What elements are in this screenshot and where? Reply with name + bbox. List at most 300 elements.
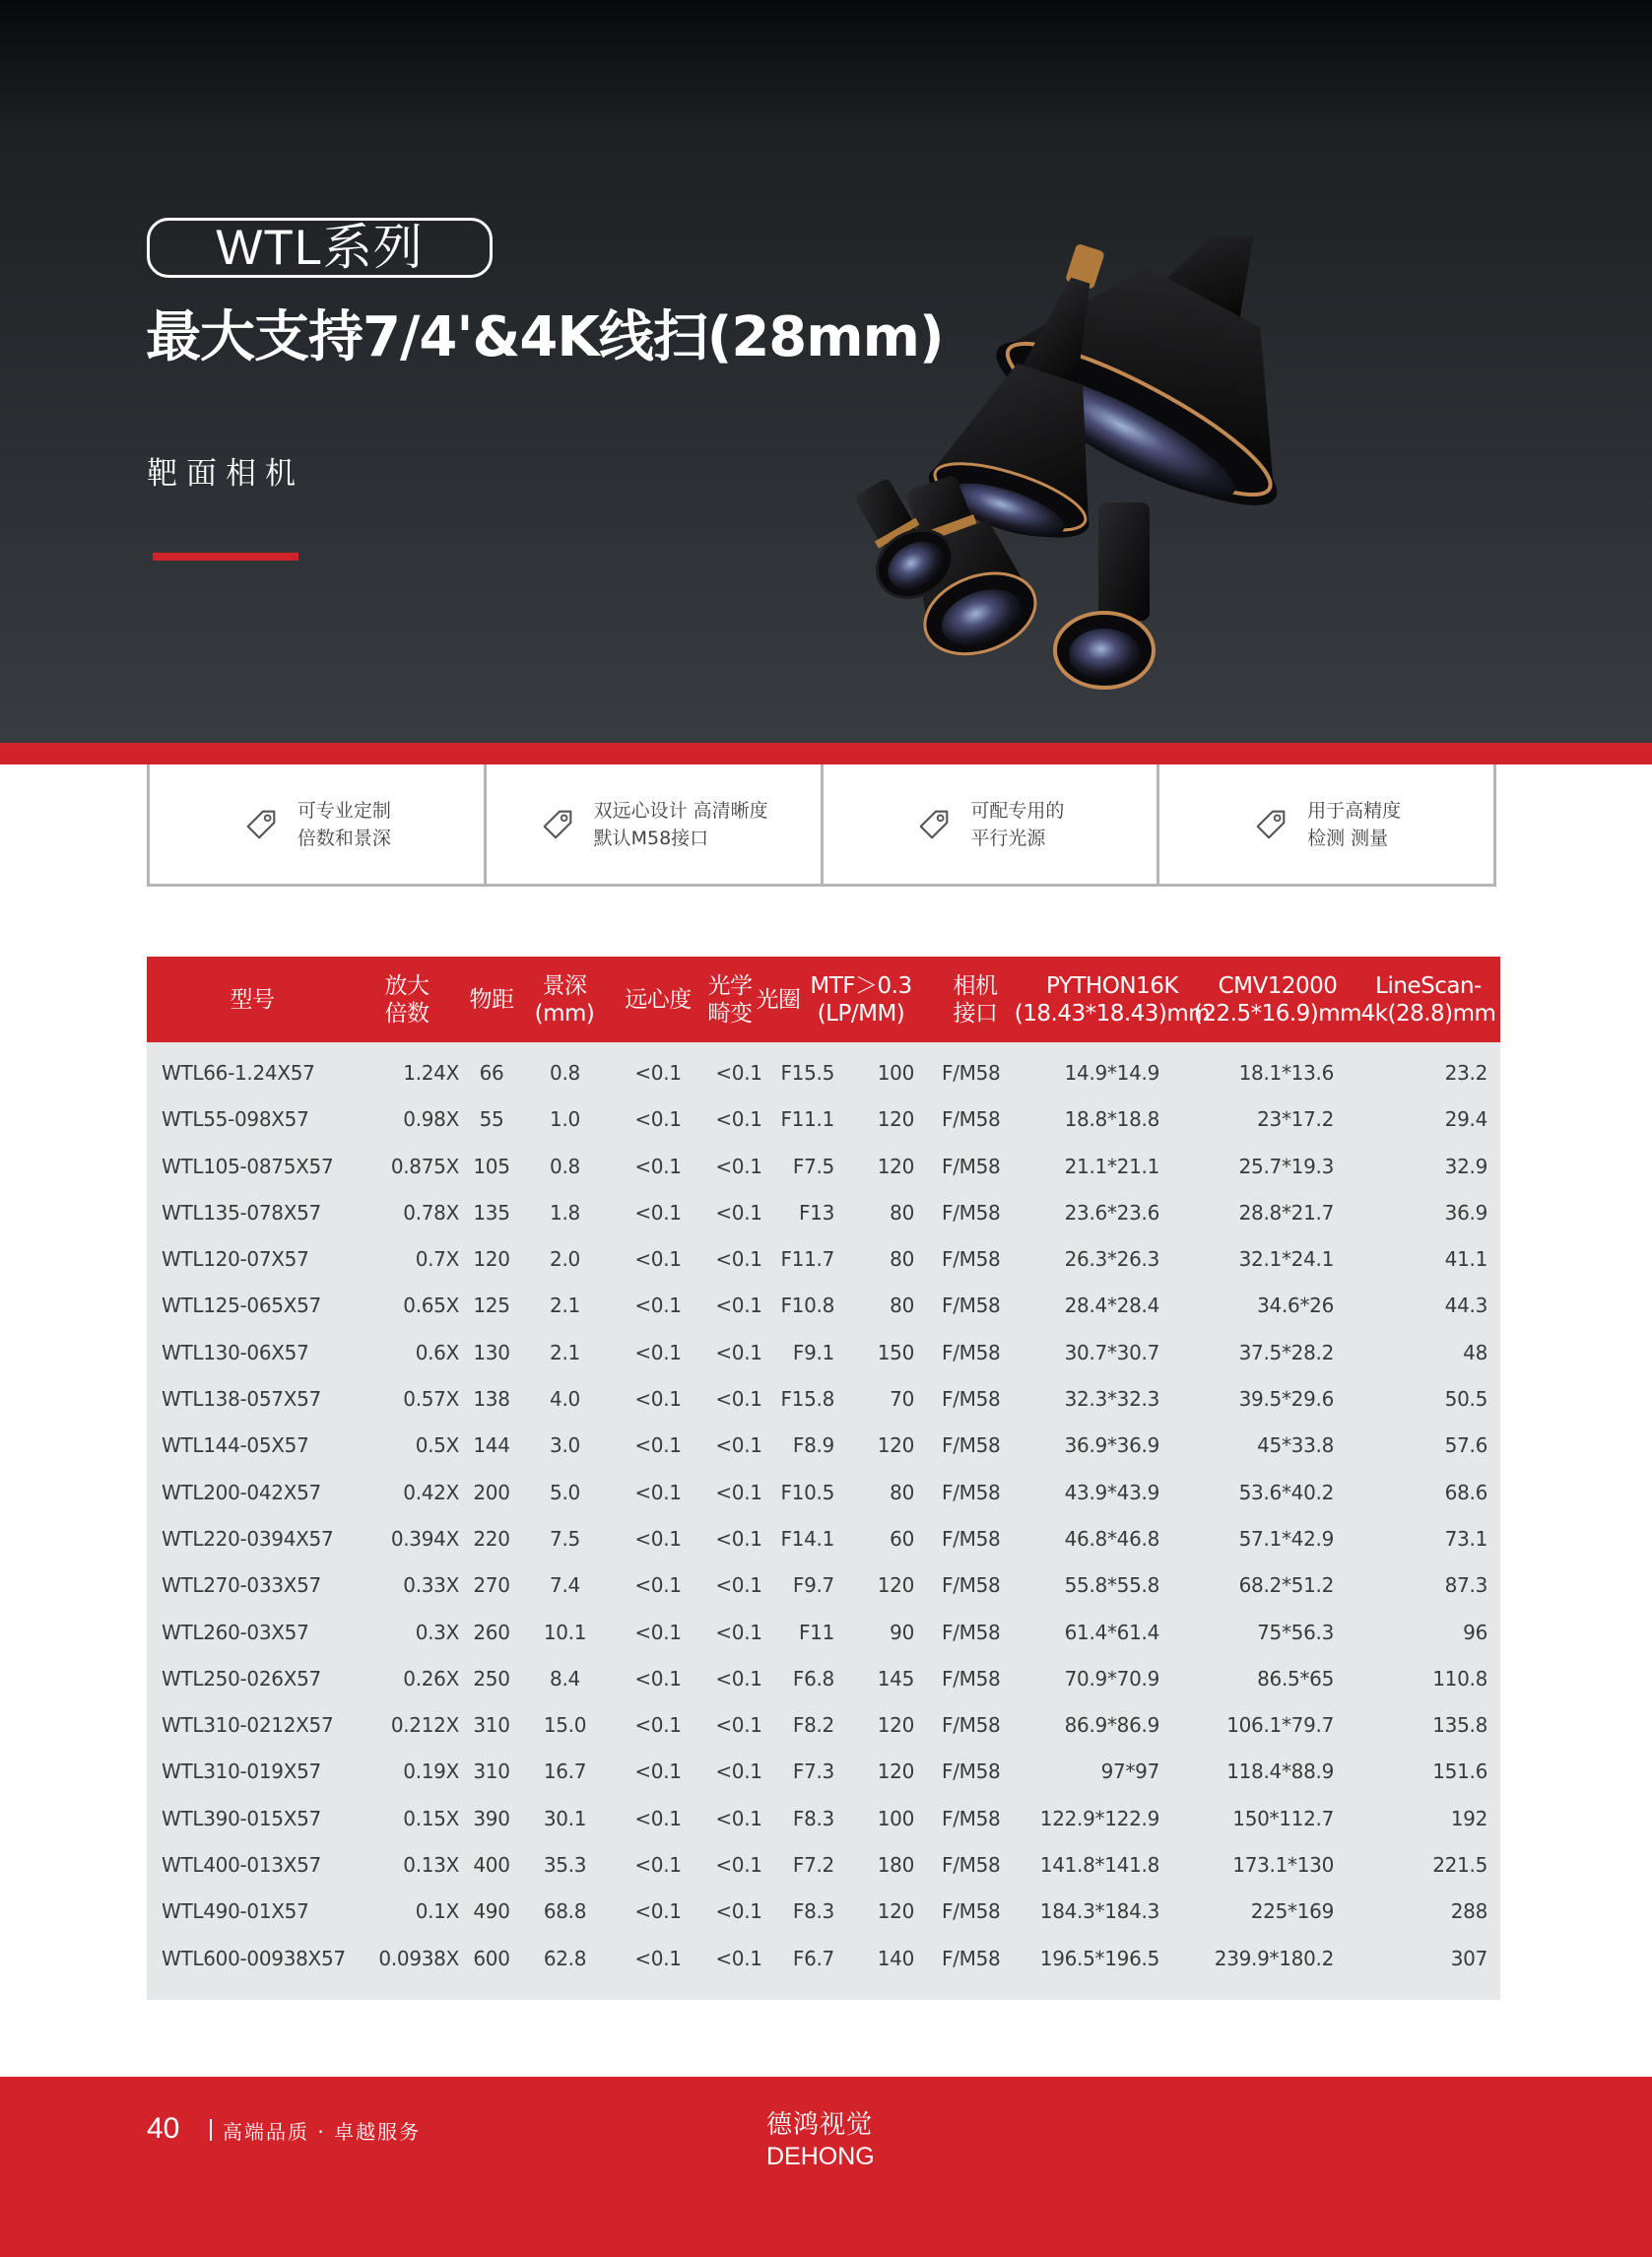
table-row <box>147 1144 1500 1190</box>
cell-mtf: 140 <box>877 1946 914 1970</box>
cell-mtf: 80 <box>890 1247 914 1272</box>
cell-telecentricity: <0.1 <box>634 1061 682 1085</box>
cell-aperture: F10.5 <box>780 1480 834 1504</box>
cell-distortion: <0.1 <box>715 1433 762 1458</box>
cell-model: WTL390-015X57 <box>162 1806 321 1830</box>
cell-working-distance: 250 <box>473 1666 510 1691</box>
cell-linescan-4k: 57.6 <box>1444 1433 1487 1458</box>
cell-depth-of-field: 8.4 <box>550 1666 580 1691</box>
cell-mtf: 120 <box>877 1573 914 1598</box>
cell-camera-mount: F/M58 <box>942 1107 1001 1132</box>
cell-depth-of-field: 0.8 <box>550 1061 580 1085</box>
cell-magnification: 1.24X <box>403 1061 459 1085</box>
cell-depth-of-field: 2.1 <box>550 1340 580 1364</box>
table-row <box>147 1656 1500 1702</box>
feature-text-line: 可专业定制 <box>297 799 391 822</box>
footer-slogan: 高端品质 · 卓越服务 <box>223 2120 422 2144</box>
cell-aperture: F11.7 <box>780 1247 834 1272</box>
cell-python16k: 23.6*23.6 <box>1064 1200 1159 1225</box>
cell-telecentricity: <0.1 <box>634 1526 682 1551</box>
cell-distortion: <0.1 <box>715 1853 762 1878</box>
cell-linescan-4k: 96 <box>1463 1620 1487 1644</box>
cell-depth-of-field: 62.8 <box>543 1946 587 1970</box>
cell-depth-of-field: 15.0 <box>543 1713 587 1738</box>
cell-aperture: F8.3 <box>792 1806 834 1830</box>
cell-telecentricity: <0.1 <box>634 1387 682 1412</box>
table-row <box>147 1516 1500 1562</box>
cell-working-distance: 125 <box>473 1294 510 1318</box>
column-header-line: 放大 <box>384 972 430 999</box>
cell-linescan-4k: 41.1 <box>1444 1247 1487 1272</box>
cell-cmv12000: 118.4*88.9 <box>1226 1759 1334 1784</box>
cell-working-distance: 600 <box>473 1946 510 1970</box>
cell-camera-mount: F/M58 <box>942 1061 1001 1085</box>
cell-aperture: F7.3 <box>792 1759 834 1784</box>
cell-distortion: <0.1 <box>715 1107 762 1132</box>
hero-banner <box>0 0 1652 743</box>
cell-cmv12000: 39.5*29.6 <box>1238 1387 1334 1412</box>
cell-working-distance: 400 <box>473 1853 510 1878</box>
column-header-line: 远心度 <box>625 986 692 1013</box>
cell-aperture: F15.8 <box>780 1387 834 1412</box>
cell-magnification: 0.33X <box>403 1573 459 1598</box>
cell-linescan-4k: 50.5 <box>1444 1387 1487 1412</box>
cell-telecentricity: <0.1 <box>634 1154 682 1178</box>
page-number: 40 <box>147 2112 180 2145</box>
table-row <box>147 1749 1500 1795</box>
cell-telecentricity: <0.1 <box>634 1853 682 1878</box>
cell-mtf: 120 <box>877 1433 914 1458</box>
feature-strip <box>147 764 1496 887</box>
cell-camera-mount: F/M58 <box>942 1433 1001 1458</box>
column-header-aperture <box>750 957 807 1042</box>
table-row <box>147 1470 1500 1516</box>
column-header-depth-of-field <box>523 957 606 1042</box>
cell-model: WTL310-019X57 <box>162 1759 321 1784</box>
table-body <box>147 1042 1500 1982</box>
cell-model: WTL120-07X57 <box>162 1247 309 1272</box>
cell-python16k: 70.9*70.9 <box>1064 1666 1159 1691</box>
cell-working-distance: 260 <box>473 1620 510 1644</box>
cell-model: WTL130-06X57 <box>162 1340 309 1364</box>
cell-telecentricity: <0.1 <box>634 1806 682 1830</box>
feature-text-line: 检测 测量 <box>1307 827 1389 849</box>
feature-item <box>1159 764 1493 884</box>
cell-depth-of-field: 4.0 <box>550 1387 580 1412</box>
column-header-model <box>147 957 358 1042</box>
cell-working-distance: 310 <box>473 1713 510 1738</box>
cell-working-distance: 120 <box>473 1247 510 1272</box>
cell-aperture: F6.7 <box>792 1946 834 1970</box>
cell-aperture: F6.8 <box>792 1666 834 1691</box>
cell-depth-of-field: 1.0 <box>550 1107 580 1132</box>
cell-depth-of-field: 7.5 <box>550 1526 580 1551</box>
column-header-line: 光学 <box>707 972 753 999</box>
cell-mtf: 90 <box>890 1620 914 1644</box>
column-header-line: LineScan- <box>1375 972 1482 999</box>
cell-cmv12000: 34.6*26 <box>1257 1294 1334 1318</box>
cell-model: WTL220-0394X57 <box>162 1526 334 1551</box>
cell-magnification: 0.13X <box>403 1853 459 1878</box>
cell-python16k: 196.5*196.5 <box>1039 1946 1159 1970</box>
cell-distortion: <0.1 <box>715 1620 762 1644</box>
cell-camera-mount: F/M58 <box>942 1853 1001 1878</box>
cell-model: WTL310-0212X57 <box>162 1713 334 1738</box>
cell-cmv12000: 150*112.7 <box>1232 1806 1334 1830</box>
cell-depth-of-field: 2.0 <box>550 1247 580 1272</box>
cell-linescan-4k: 48 <box>1463 1340 1487 1364</box>
cell-linescan-4k: 44.3 <box>1444 1294 1487 1318</box>
column-header-line: (mm) <box>534 1000 595 1027</box>
cell-camera-mount: F/M58 <box>942 1899 1001 1924</box>
cell-python16k: 30.7*30.7 <box>1064 1340 1159 1364</box>
cell-cmv12000: 173.1*130 <box>1232 1853 1334 1878</box>
cell-magnification: 0.0938X <box>378 1946 459 1970</box>
cell-working-distance: 55 <box>479 1107 504 1132</box>
cell-magnification: 0.212X <box>390 1713 459 1738</box>
cell-mtf: 120 <box>877 1899 914 1924</box>
cell-aperture: F8.2 <box>792 1713 834 1738</box>
cell-mtf: 150 <box>877 1340 914 1364</box>
cell-linescan-4k: 87.3 <box>1444 1573 1487 1598</box>
footer <box>0 2077 1652 2257</box>
feature-item <box>150 764 487 884</box>
page-title: 最大支持7/4'&4K线扫(28mm) <box>146 305 944 369</box>
cell-distortion: <0.1 <box>715 1713 762 1738</box>
cell-working-distance: 138 <box>473 1387 510 1412</box>
cell-cmv12000: 32.1*24.1 <box>1238 1247 1334 1272</box>
column-header-line: CMV12000 <box>1218 972 1338 999</box>
cell-aperture: F14.1 <box>780 1526 834 1551</box>
cell-python16k: 26.3*26.3 <box>1064 1247 1159 1272</box>
cell-linescan-4k: 307 <box>1450 1946 1487 1970</box>
table-row <box>147 1423 1500 1469</box>
cell-model: WTL135-078X57 <box>162 1200 321 1225</box>
cell-telecentricity: <0.1 <box>634 1433 682 1458</box>
cell-aperture: F10.8 <box>780 1294 834 1318</box>
cell-aperture: F9.7 <box>792 1573 834 1598</box>
cell-depth-of-field: 35.3 <box>543 1853 587 1878</box>
cell-model: WTL250-026X57 <box>162 1666 321 1691</box>
cell-distortion: <0.1 <box>715 1294 762 1318</box>
cell-cmv12000: 75*56.3 <box>1257 1620 1334 1644</box>
cell-magnification: 0.98X <box>403 1107 459 1132</box>
cell-mtf: 70 <box>890 1387 914 1412</box>
column-header-line: 物距 <box>469 986 514 1013</box>
cell-linescan-4k: 221.5 <box>1432 1853 1487 1878</box>
column-header-working-distance <box>460 957 523 1042</box>
table-row <box>147 1610 1500 1656</box>
feature-item <box>487 764 824 884</box>
cell-telecentricity: <0.1 <box>634 1247 682 1272</box>
feature-text-line: 双远心设计 高清晰度 <box>593 799 768 822</box>
cell-camera-mount: F/M58 <box>942 1806 1001 1830</box>
cell-depth-of-field: 7.4 <box>550 1573 580 1598</box>
cell-python16k: 28.4*28.4 <box>1064 1294 1159 1318</box>
cell-distortion: <0.1 <box>715 1340 762 1364</box>
cell-working-distance: 135 <box>473 1200 510 1225</box>
cell-model: WTL600-00938X57 <box>162 1946 346 1970</box>
page-subtitle: 靶面相机 <box>147 456 304 492</box>
cell-magnification: 0.15X <box>403 1806 459 1830</box>
cell-working-distance: 390 <box>473 1806 510 1830</box>
cell-cmv12000: 45*33.8 <box>1257 1433 1334 1458</box>
cell-python16k: 14.9*14.9 <box>1064 1061 1159 1085</box>
cell-distortion: <0.1 <box>715 1247 762 1272</box>
column-header-camera-mount <box>949 957 1002 1042</box>
cell-linescan-4k: 29.4 <box>1444 1107 1487 1132</box>
cell-camera-mount: F/M58 <box>942 1387 1001 1412</box>
table-row <box>147 1842 1500 1889</box>
cell-working-distance: 105 <box>473 1154 510 1178</box>
cell-camera-mount: F/M58 <box>942 1759 1001 1784</box>
cell-depth-of-field: 16.7 <box>543 1759 587 1784</box>
column-header-line: 接口 <box>953 1000 998 1027</box>
cell-magnification: 0.19X <box>403 1759 459 1784</box>
cell-working-distance: 66 <box>479 1061 504 1085</box>
cell-cmv12000: 23*17.2 <box>1257 1107 1334 1132</box>
cell-camera-mount: F/M58 <box>942 1713 1001 1738</box>
cell-telecentricity: <0.1 <box>634 1899 682 1924</box>
cell-magnification: 0.78X <box>403 1200 459 1225</box>
cell-aperture: F7.2 <box>792 1853 834 1878</box>
cell-distortion: <0.1 <box>715 1154 762 1178</box>
cell-telecentricity: <0.1 <box>634 1666 682 1691</box>
cell-python16k: 55.8*55.8 <box>1064 1573 1159 1598</box>
column-header-line: (LP/MM) <box>817 1000 905 1027</box>
cell-aperture: F8.3 <box>792 1899 834 1924</box>
cell-python16k: 122.9*122.9 <box>1039 1806 1159 1830</box>
cell-cmv12000: 86.5*65 <box>1257 1666 1334 1691</box>
accent-bar <box>153 553 298 561</box>
column-header-line: 倍数 <box>384 1000 430 1027</box>
cell-linescan-4k: 68.6 <box>1444 1480 1487 1504</box>
cell-camera-mount: F/M58 <box>942 1573 1001 1598</box>
table-row <box>147 1889 1500 1935</box>
cell-camera-mount: F/M58 <box>942 1480 1001 1504</box>
cell-working-distance: 130 <box>473 1340 510 1364</box>
cell-aperture: F15.5 <box>780 1061 834 1085</box>
tag-icon <box>242 806 280 843</box>
cell-distortion: <0.1 <box>715 1946 762 1970</box>
cell-magnification: 0.5X <box>415 1433 459 1458</box>
tag-icon <box>915 806 953 843</box>
cell-telecentricity: <0.1 <box>634 1294 682 1318</box>
cell-depth-of-field: 3.0 <box>550 1433 580 1458</box>
table-row <box>147 1562 1500 1609</box>
cell-model: WTL105-0875X57 <box>162 1154 334 1178</box>
table-row <box>147 1376 1500 1423</box>
cell-linescan-4k: 288 <box>1450 1899 1487 1924</box>
cell-camera-mount: F/M58 <box>942 1946 1001 1970</box>
cell-python16k: 32.3*32.3 <box>1064 1387 1159 1412</box>
column-header-python16k <box>1014 957 1211 1042</box>
cell-distortion: <0.1 <box>715 1899 762 1924</box>
cell-model: WTL490-01X57 <box>162 1899 309 1924</box>
column-header-line: PYTHON16K <box>1046 972 1178 999</box>
column-header-line: 畸变 <box>707 1000 753 1027</box>
table-row <box>147 1236 1500 1283</box>
cell-distortion: <0.1 <box>715 1666 762 1691</box>
cell-depth-of-field: 68.8 <box>543 1899 587 1924</box>
cell-linescan-4k: 135.8 <box>1432 1713 1487 1738</box>
cell-depth-of-field: 30.1 <box>543 1806 587 1830</box>
cell-mtf: 180 <box>877 1853 914 1878</box>
cell-aperture: F11.1 <box>780 1107 834 1132</box>
cell-cmv12000: 53.6*40.2 <box>1238 1480 1334 1504</box>
cell-mtf: 120 <box>877 1713 914 1738</box>
cell-aperture: F11 <box>798 1620 834 1644</box>
table-row <box>147 1702 1500 1749</box>
feature-text-line: 可配专用的 <box>970 799 1065 822</box>
cell-telecentricity: <0.1 <box>634 1759 682 1784</box>
cell-mtf: 100 <box>877 1806 914 1830</box>
column-header-line: 相机 <box>953 972 998 999</box>
cell-distortion: <0.1 <box>715 1573 762 1598</box>
cell-magnification: 0.7X <box>415 1247 459 1272</box>
table-header <box>147 957 1500 1042</box>
cell-model: WTL270-033X57 <box>162 1573 321 1598</box>
brand-name-en: DEHONG <box>766 2143 875 2170</box>
cell-cmv12000: 239.9*180.2 <box>1214 1946 1334 1970</box>
cell-working-distance: 270 <box>473 1573 510 1598</box>
table-row <box>147 1096 1500 1143</box>
cell-working-distance: 490 <box>473 1899 510 1924</box>
cell-mtf: 80 <box>890 1480 914 1504</box>
cell-aperture: F8.9 <box>792 1433 834 1458</box>
cell-aperture: F7.5 <box>792 1154 834 1178</box>
cell-telecentricity: <0.1 <box>634 1107 682 1132</box>
column-header-line: (22.5*16.9)mm <box>1193 1000 1362 1027</box>
cell-magnification: 0.394X <box>390 1526 459 1551</box>
cell-telecentricity: <0.1 <box>634 1620 682 1644</box>
cell-cmv12000: 18.1*13.6 <box>1238 1061 1334 1085</box>
tag-icon <box>1252 806 1289 843</box>
cell-model: WTL66-1.24X57 <box>162 1061 315 1085</box>
cell-telecentricity: <0.1 <box>634 1480 682 1504</box>
cell-camera-mount: F/M58 <box>942 1340 1001 1364</box>
cell-magnification: 0.1X <box>415 1899 459 1924</box>
cell-cmv12000: 225*169 <box>1250 1899 1334 1924</box>
cell-camera-mount: F/M58 <box>942 1200 1001 1225</box>
table-row <box>147 1330 1500 1376</box>
cell-distortion: <0.1 <box>715 1759 762 1784</box>
cell-python16k: 61.4*61.4 <box>1064 1620 1159 1644</box>
column-header-cmv12000 <box>1193 957 1362 1042</box>
cell-distortion: <0.1 <box>715 1480 762 1504</box>
cell-cmv12000: 25.7*19.3 <box>1238 1154 1334 1178</box>
cell-mtf: 120 <box>877 1154 914 1178</box>
cell-model: WTL125-065X57 <box>162 1294 321 1318</box>
cell-mtf: 80 <box>890 1200 914 1225</box>
cell-telecentricity: <0.1 <box>634 1340 682 1364</box>
cell-depth-of-field: 1.8 <box>550 1200 580 1225</box>
cell-working-distance: 144 <box>473 1433 510 1458</box>
lens-product-image <box>857 236 1507 699</box>
cell-depth-of-field: 0.8 <box>550 1154 580 1178</box>
cell-distortion: <0.1 <box>715 1061 762 1085</box>
cell-python16k: 97*97 <box>1100 1759 1159 1784</box>
cell-cmv12000: 68.2*51.2 <box>1238 1573 1334 1598</box>
footer-divider <box>210 2119 212 2141</box>
cell-linescan-4k: 192 <box>1450 1806 1487 1830</box>
cell-working-distance: 310 <box>473 1759 510 1784</box>
cell-telecentricity: <0.1 <box>634 1573 682 1598</box>
column-header-line: 景深 <box>542 972 587 999</box>
cell-python16k: 46.8*46.8 <box>1064 1526 1159 1551</box>
table-row <box>147 1050 1500 1096</box>
cell-depth-of-field: 5.0 <box>550 1480 580 1504</box>
column-header-line: 光圈 <box>756 986 801 1013</box>
brand-name-cn: 德鸿视觉 <box>766 2110 874 2140</box>
cell-magnification: 0.57X <box>403 1387 459 1412</box>
cell-cmv12000: 37.5*28.2 <box>1238 1340 1334 1364</box>
column-header-distortion <box>707 957 753 1042</box>
column-header-line: 4k(28.8)mm <box>1360 1000 1496 1027</box>
table-row <box>147 1190 1500 1236</box>
cell-mtf: 80 <box>890 1294 914 1318</box>
cell-linescan-4k: 151.6 <box>1432 1759 1487 1784</box>
cell-distortion: <0.1 <box>715 1200 762 1225</box>
cell-telecentricity: <0.1 <box>634 1713 682 1738</box>
cell-model: WTL400-013X57 <box>162 1853 321 1878</box>
cell-camera-mount: F/M58 <box>942 1666 1001 1691</box>
table-row <box>147 1796 1500 1842</box>
cell-linescan-4k: 32.9 <box>1444 1154 1487 1178</box>
cell-mtf: 120 <box>877 1759 914 1784</box>
cell-python16k: 184.3*184.3 <box>1039 1899 1159 1924</box>
column-header-telecentricity <box>606 957 710 1042</box>
cell-camera-mount: F/M58 <box>942 1294 1001 1318</box>
column-header-mtf <box>807 957 915 1042</box>
cell-telecentricity: <0.1 <box>634 1200 682 1225</box>
cell-magnification: 0.875X <box>390 1154 459 1178</box>
table-row <box>147 1283 1500 1329</box>
brand-logo <box>766 2104 875 2171</box>
spec-table <box>147 957 1500 2000</box>
feature-text-line: 默认M58接口 <box>593 827 709 849</box>
column-header-linescan-4k <box>1356 957 1500 1042</box>
cell-python16k: 36.9*36.9 <box>1064 1433 1159 1458</box>
cell-distortion: <0.1 <box>715 1526 762 1551</box>
cell-camera-mount: F/M58 <box>942 1247 1001 1272</box>
cell-mtf: 100 <box>877 1061 914 1085</box>
cell-magnification: 0.26X <box>403 1666 459 1691</box>
cell-mtf: 145 <box>877 1666 914 1691</box>
column-header-magnification <box>358 957 456 1042</box>
cell-working-distance: 220 <box>473 1526 510 1551</box>
cell-magnification: 0.6X <box>415 1340 459 1364</box>
cell-camera-mount: F/M58 <box>942 1154 1001 1178</box>
series-badge: WTL系列 <box>147 218 493 278</box>
cell-mtf: 60 <box>890 1526 914 1551</box>
column-header-line: (18.43*18.43)mm <box>1014 1000 1211 1027</box>
cell-python16k: 86.9*86.9 <box>1064 1713 1159 1738</box>
cell-aperture: F13 <box>798 1200 834 1225</box>
cell-python16k: 141.8*141.8 <box>1039 1853 1159 1878</box>
cell-magnification: 0.42X <box>403 1480 459 1504</box>
cell-python16k: 18.8*18.8 <box>1064 1107 1159 1132</box>
cell-camera-mount: F/M58 <box>942 1526 1001 1551</box>
cell-python16k: 21.1*21.1 <box>1064 1154 1159 1178</box>
cell-linescan-4k: 73.1 <box>1444 1526 1487 1551</box>
cell-model: WTL200-042X57 <box>162 1480 321 1504</box>
cell-linescan-4k: 36.9 <box>1444 1200 1487 1225</box>
column-header-line: 型号 <box>230 986 275 1013</box>
feature-text-line: 平行光源 <box>970 827 1046 849</box>
table-row <box>147 1936 1500 1982</box>
cell-working-distance: 200 <box>473 1480 510 1504</box>
